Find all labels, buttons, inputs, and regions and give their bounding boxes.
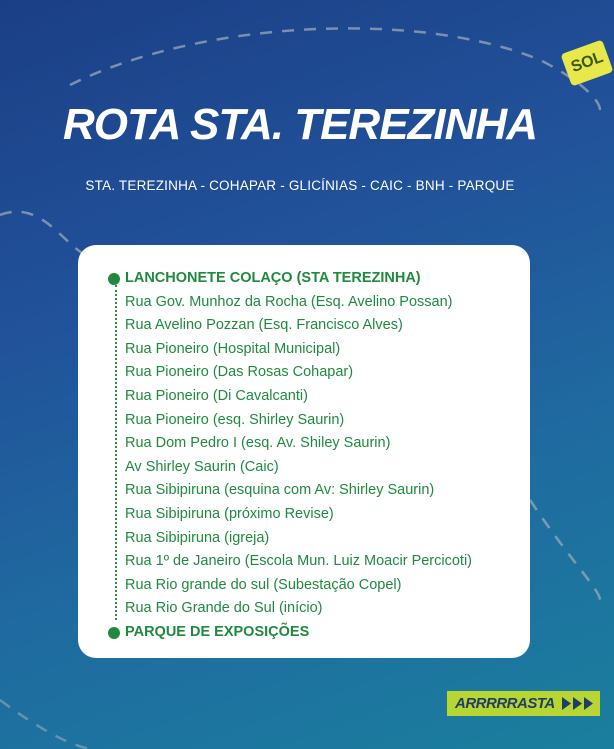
stop-label: Rua 1º de Janeiro (Escola Mun. Luiz Moacir Percicoti) xyxy=(125,553,472,570)
route-end xyxy=(108,621,528,645)
brand-tag xyxy=(447,691,600,716)
list-item xyxy=(108,314,528,338)
stop-label: Rua Gov. Munhoz da Rocha (Esq. Avelino Possan) xyxy=(125,293,453,310)
stop-label: Rua Rio Grande do Sul (início) xyxy=(125,600,323,617)
list-item xyxy=(108,597,528,621)
brand-tag-text: ARRRRRASTA xyxy=(455,695,555,712)
stop-label: Rua Sibipiruna (esquina com Av: Shirley Saurin) xyxy=(125,482,435,499)
list-item xyxy=(108,527,528,551)
stop-label: Rua Sibipiruna (igreja) xyxy=(125,529,270,546)
route-neighborhoods: STA. TEREZINHA - COHAPAR - GLICÍNIAS - CAIC - BNH - PARQUE xyxy=(85,178,515,193)
stop-label: Rua Rio grande do sul (Subestação Copel) xyxy=(125,576,402,593)
stop-label: Rua Dom Pedro I (esq. Av. Shiley Saurin) xyxy=(125,435,391,452)
page-title: ROTA STA. TEREZINHA xyxy=(63,100,537,149)
list-item xyxy=(108,432,528,456)
stop-list xyxy=(108,267,528,645)
end-dot-icon xyxy=(108,627,120,639)
stop-label: Rua Pioneiro (Di Cavalcanti) xyxy=(125,387,308,404)
stop-label: Rua Pioneiro (esq. Shirley Saurin) xyxy=(125,411,345,428)
stop-label: Rua Pioneiro (Hospital Municipal) xyxy=(125,340,341,357)
list-item xyxy=(108,385,528,409)
list-item xyxy=(108,503,528,527)
route-card xyxy=(78,245,530,658)
list-item xyxy=(108,550,528,574)
list-item xyxy=(108,291,528,315)
stop-label: Rua Pioneiro (Das Rosas Cohapar) xyxy=(125,364,354,381)
list-item xyxy=(108,574,528,598)
stop-label: Rua Sibipiruna (próximo Revise) xyxy=(125,505,334,522)
list-item xyxy=(108,456,528,480)
stop-label: Av Shirley Saurin (Caic) xyxy=(125,458,279,475)
list-item xyxy=(108,338,528,362)
route-start xyxy=(108,267,528,291)
start-dot-icon xyxy=(108,273,120,285)
route-end-label: PARQUE DE EXPOSIÇÕES xyxy=(125,623,310,640)
list-item xyxy=(108,361,528,385)
play-arrows-icon xyxy=(562,697,594,710)
sol-badge-text: SOL xyxy=(568,48,606,76)
stop-label: Rua Avelino Pozzan (Esq. Francisco Alves) xyxy=(125,317,403,334)
list-item xyxy=(108,409,528,433)
route-start-label: LANCHONETE COLAÇO (STA TEREZINHA) xyxy=(125,270,421,286)
list-item xyxy=(108,479,528,503)
